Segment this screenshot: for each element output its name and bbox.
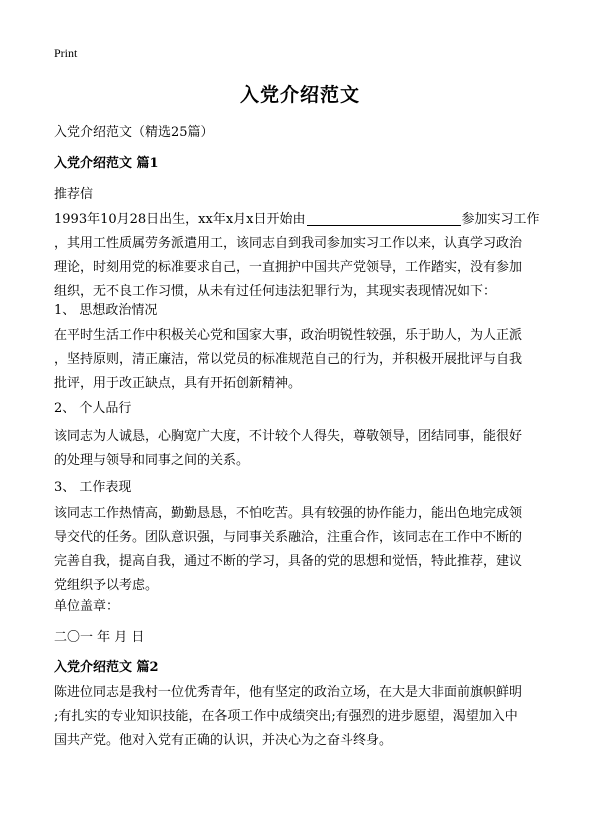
section1-line-3: 批评，用于改正缺点，具有开拓创新精神。 — [54, 376, 302, 391]
section2-heading: 2、 个人品行 — [54, 401, 132, 416]
intro-line-2: ，其用工性质属劳务派遣用工，该同志自到我司参加实习工作以来，认真学习政治 — [54, 236, 523, 251]
intro-line-1 — [54, 208, 548, 232]
intro-line1-post: 参加实习工作 — [461, 212, 540, 227]
section3-line-1: 该同志工作热情高，勤勤恳恳，不怕吃苦。具有较强的协作能力，能出色地完成领 — [54, 506, 523, 521]
seal-label: 单位盖章： — [54, 599, 120, 614]
article2-line-3: 国共产党。他对入党有正确的认识，并决心为之奋斗终身。 — [54, 733, 393, 748]
section3-line-3: 完善自我，提高自我，通过不断的学习，具备的党的思想和觉悟，特此推荐，建议 — [54, 554, 523, 569]
article2-line-2: ;有扎实的专业知识技能，在各项工作中成绩突出;有强烈的进步愿望，渴望加入中 — [54, 709, 518, 724]
article1-intro — [54, 208, 548, 304]
article2-heading: 入党介绍范文 篇2 — [54, 660, 159, 675]
section3-heading: 3、 工作表现 — [54, 480, 132, 495]
section1-heading: 1、 思想政治情况 — [54, 303, 158, 318]
section2-line-2: 的处理与领导和同事之间的关系。 — [54, 453, 250, 468]
article2-line-1: 陈进位同志是我村一位优秀青年，他有坚定的政治立场，在大是大非面前旗帜鲜明 — [54, 685, 523, 700]
article2-body — [54, 681, 548, 753]
intro-line1-pre: 1993年10月28日出生，xx年x月x日开始由 — [54, 212, 306, 227]
section1-line-2: ，坚持原则，清正廉洁，常以党员的标准规范自己的行为，并积极开展批评与自我 — [54, 352, 523, 367]
section3-body — [54, 502, 548, 598]
intro-line-3: 理论，时刻用党的标准要求自己，一直拥护中国共产党领导，工作踏实，没有参加 — [54, 260, 523, 275]
article1-heading: 入党介绍范文 篇1 — [54, 156, 159, 171]
section3-line-4: 党组织予以考虑。 — [54, 578, 159, 593]
page-title: 入党介绍范文 — [239, 84, 360, 106]
print-link[interactable]: Print — [54, 46, 78, 60]
section2-body — [54, 425, 548, 473]
date-line: 二〇一 年 月 日 — [54, 630, 145, 645]
intro-line-4: 组织，无不良工作习惯，从未有过任何违法犯罪行为，其现实表现情况如下： — [54, 284, 497, 299]
section1-body — [54, 324, 548, 396]
document-subtitle: 入党介绍范文（精选25篇） — [54, 125, 214, 140]
section3-line-2: 导交代的任务。团队意识强，与同事关系融洽，注重合作，该同志在工作中不断的 — [54, 530, 523, 545]
blank-underline — [307, 211, 461, 226]
article1-doc-type: 推荐信 — [54, 187, 94, 202]
section1-line-1: 在平时生活工作中积极关心党和国家大事，政治明锐性较强，乐于助人，为人正派 — [54, 328, 523, 343]
section2-line-1: 该同志为人诚恳，心胸宽广大度，不计较个人得失，尊敬领导，团结同事，能很好 — [54, 429, 523, 444]
